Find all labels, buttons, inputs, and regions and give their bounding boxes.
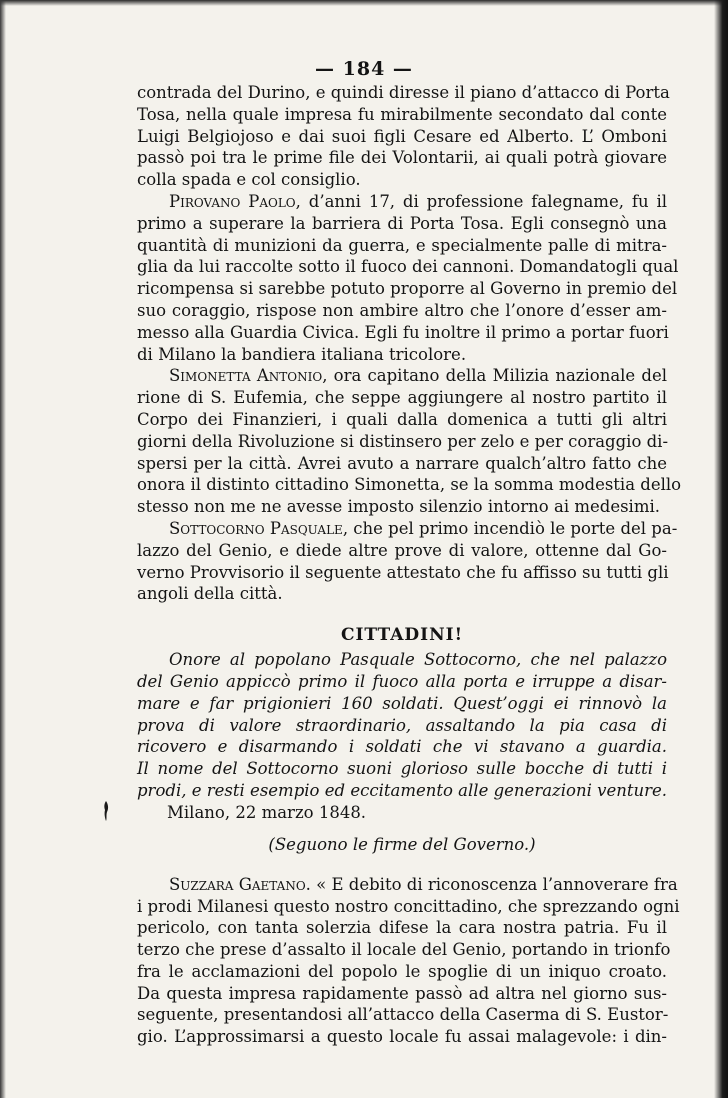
- text-line: Da questa impresa rapidamente passò ad altra nel giorno sus-: [137, 983, 667, 1003]
- proclamation-line: prova di valore straordinario, assaltando la pia casa di: [137, 715, 667, 735]
- text-fragment: , che pel primo incendiò le porte del pa-: [342, 518, 678, 538]
- proclamation-date: Milano, 22 marzo 1848.: [167, 802, 367, 822]
- text-line: onora il distinto cittadino Simonetta, se la somma modestia dello: [137, 475, 682, 495]
- text-line: gio. L’approssimarsi a questo locale fu assai malagevole: i din-: [137, 1027, 667, 1047]
- text-line: Corpo dei Finanzieri, i quali dalla domenica a tutti gli altri: [137, 409, 667, 429]
- scan-edge-top: [0, 0, 728, 6]
- text-line: Luigi Belgiojoso e dai suoi figli Cesare ed Alberto. L’ Omboni: [137, 126, 667, 146]
- text-line: terzo che prese d’assalto il locale del Genio, portando in trionfo: [137, 940, 671, 960]
- text-line: [137, 874, 678, 896]
- text-line: glia da lui raccolte sotto il fuoco dei cannoni. Domandatogli qual: [137, 257, 679, 277]
- person-name: Suzzara Gaetano: [169, 874, 306, 894]
- paragraph-omboni: [137, 82, 670, 191]
- text-line: quantità di munizioni da guerra, e specialmente palle di mitra-: [137, 235, 667, 255]
- text-fragment: , d’anni 17, di professione falegname, fu il: [295, 191, 667, 211]
- page-number: — 184 —: [315, 58, 413, 80]
- paragraph-gap: [137, 860, 667, 874]
- text-line: verno Provvisorio il seguente attestato che fu affisso su tutti gli: [137, 562, 669, 582]
- text-line: ricompensa si sarebbe potuto proporre al Governo in premio del: [137, 279, 678, 299]
- text-line: [137, 518, 678, 540]
- ink-blot-mark: [101, 800, 111, 822]
- text-line: passò poi tra le prime file dei Volontarii, ai quali potrà giovare: [137, 148, 667, 168]
- proclamation-line: Onore al popolano Pasquale Sottocorno, che nel palazzo: [169, 650, 667, 670]
- text-line: [137, 191, 667, 213]
- proclamation-heading: CITTADINI!: [340, 625, 464, 646]
- text-line: spersi per la città. Avrei avuto a narrare qualch’altro fatto che: [137, 453, 667, 473]
- text-line: di Milano la bandiera italiana tricolore.: [137, 344, 467, 364]
- text-line: fra le acclamazioni del popolo le spoglie di un iniquo croato.: [137, 961, 667, 981]
- paragraph-sottocorno: [137, 518, 678, 605]
- text-line: stesso non me ne avesse imposto silenzio intorno ai medesimi.: [137, 497, 660, 517]
- text-line: seguente, presentandosi all’attacco della Caserma di S. Eustor-: [137, 1005, 669, 1025]
- text-line: [137, 365, 667, 387]
- text-line: rione di S. Eufemia, che seppe aggiungere al nostro partito il: [137, 388, 667, 408]
- text-line: i prodi Milanesi questo nostro concittadino, che sprezzando ogni: [137, 896, 680, 916]
- text-line: Tosa, nella quale impresa fu mirabilmente secondato dal conte: [137, 104, 667, 124]
- proclamation-line: mare e far prigionieri 160 soldati. Quest’oggi ei rinnovò la: [137, 693, 667, 713]
- text-fragment: , ora capitano della Milizia nazionale del: [322, 366, 667, 386]
- text-line: primo a superare la barriera di Porta Tosa. Egli consegnò una: [137, 213, 667, 233]
- proclamation-line: ricovero e disarmando i soldati che vi stavano a guardia.: [137, 737, 667, 757]
- paragraph-simonetta: [137, 365, 682, 518]
- text-line: pericolo, con tanta solerzia difese la cara nostra patria. Fu il: [137, 918, 667, 938]
- text-line: messo alla Guardia Civica. Egli fu inoltre il primo a portar fuori: [137, 322, 669, 342]
- person-name: Simonetta Antonio: [169, 366, 323, 386]
- proclamation-line: del Genio appiccò primo il fuoco alla porta e irruppe a disar-: [137, 671, 667, 691]
- proclamation-line: prodi, e resti esempio ed eccitamento alle generazioni venture.: [137, 780, 667, 800]
- person-name: Sottocorno Pasquale: [169, 518, 343, 538]
- text-line: contrada del Durino, e quindi diresse il piano d’attacco di Porta: [137, 83, 670, 102]
- text-line: giorni della Rivoluzione si distinsero per zelo e per coraggio di-: [137, 431, 669, 451]
- scan-edge-right: [714, 0, 728, 1098]
- text-line: angoli della città.: [137, 584, 283, 604]
- page-body: [137, 82, 682, 1048]
- person-name: Pirovano Paolo: [169, 191, 296, 211]
- proclamation-signatures: (Seguono le firme del Governo.): [268, 834, 536, 854]
- proclamation-line: Il nome del Sottocorno suoni glorioso sulle bocche di tutti i: [137, 759, 667, 779]
- paragraph-suzzara: [137, 874, 680, 1048]
- paragraph-pirovano: [137, 191, 679, 365]
- scan-edge-left: [0, 0, 6, 1098]
- text-line: lazzo del Genio, e diede altre prove di valore, ottenne dal Go-: [137, 540, 667, 560]
- text-line: colla spada e col consiglio.: [137, 170, 361, 190]
- text-fragment: . « E debito di riconoscenza l’annoverare fra: [305, 874, 678, 894]
- proclamation: [137, 621, 667, 860]
- text-line: suo coraggio, rispose non ambire altro che l’onore d’esser am-: [137, 300, 667, 320]
